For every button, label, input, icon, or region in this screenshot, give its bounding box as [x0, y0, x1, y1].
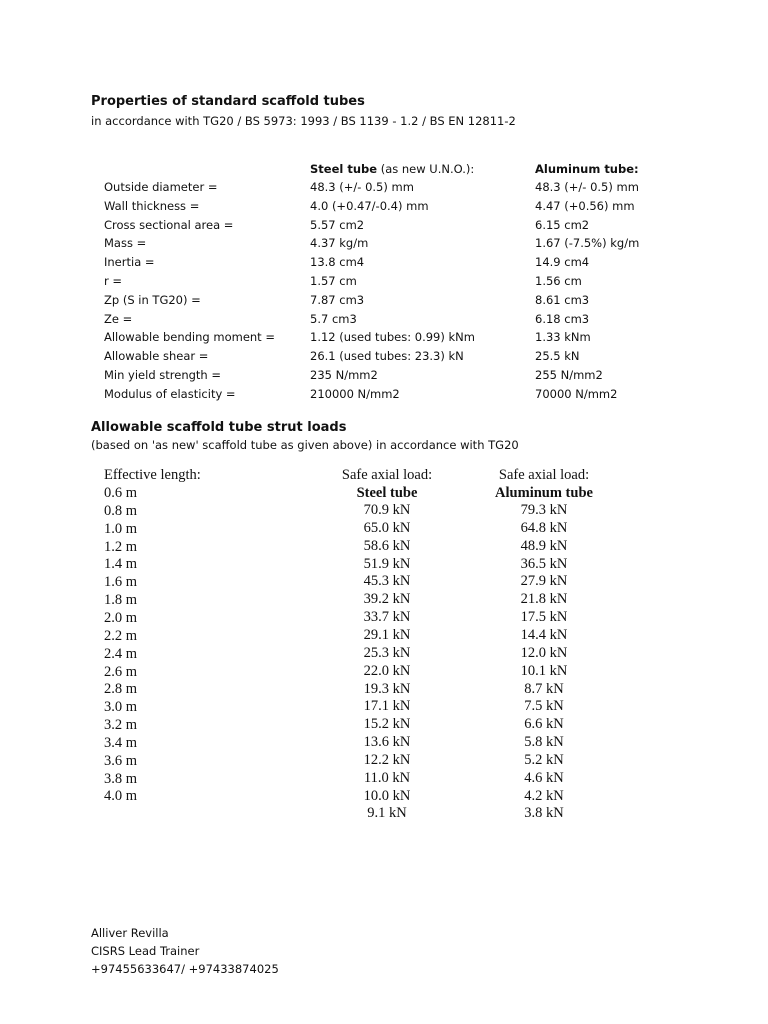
steel-value: 235 N/mm2	[310, 368, 378, 382]
aluminum-load-cell: 8.7 kN	[524, 680, 564, 697]
steel-load-cell: 13.6 kN	[363, 734, 411, 751]
property-label: Allowable shear =	[104, 349, 209, 364]
steel-tube-header-bold: Steel tube	[310, 162, 378, 176]
property-row	[0, 236, 768, 254]
steel-value: 7.87 cm3	[310, 292, 365, 307]
steel-value: 48.3 (+/- 0.5) mm	[310, 180, 414, 194]
steel-load-cell: 11.0 kN	[363, 769, 411, 786]
aluminum-load-cell: 79.3 kN	[520, 502, 568, 518]
steel-load-cell: 22.0 kN	[363, 662, 411, 679]
steel-load-cell: 19.3 kN	[363, 680, 411, 697]
aluminum-load-cell: 17.5 kN	[520, 609, 568, 626]
effective-length-cell: 2.2 m	[104, 627, 138, 644]
effective-length-cell: 0.8 m	[104, 502, 138, 519]
property-row	[0, 349, 768, 367]
aluminum-value: 1.67 (-7.5%) kg/m	[535, 236, 640, 251]
steel-load-cell: 70.9 kN	[363, 502, 411, 518]
steel-load-cell: 15.2 kN	[363, 716, 411, 733]
aluminum-load-header-line2: Aluminum tube	[495, 485, 593, 501]
aluminum-load-cell: 7.5 kN	[524, 698, 564, 715]
steel-load-cell: 65.0 kN	[363, 519, 411, 536]
steel-value: 1.57 cm	[310, 274, 357, 288]
page-title: Properties of standard scaffold tubes	[91, 94, 365, 109]
aluminum-load-cell: 10.1 kN	[520, 662, 568, 679]
property-label: r =	[104, 274, 123, 288]
property-row	[0, 387, 768, 405]
steel-tube-header-note: (as new U.N.O.):	[377, 162, 475, 176]
property-label: Ze =	[104, 311, 133, 326]
aluminum-value: 70000 N/mm2	[535, 386, 618, 401]
aluminum-load-cell: 5.8 kN	[524, 734, 564, 751]
steel-value: 4.0 (+0.47/-0.4) mm	[310, 198, 429, 213]
effective-length-cell: 2.0 m	[104, 609, 138, 626]
aluminum-load-cell: 48.9 kN	[520, 537, 568, 554]
steel-value: 4.37 kg/m	[310, 236, 369, 251]
aluminum-value: 1.33 kNm	[535, 330, 591, 345]
strut-loads-title: Allowable scaffold tube strut loads	[91, 420, 347, 435]
effective-length-cell: 1.4 m	[104, 556, 138, 573]
effective-length-cell: 3.2 m	[104, 717, 138, 734]
footer-role: CISRS Lead Trainer	[91, 944, 200, 958]
strut-loads-subtitle: (based on 'as new' scaffold tube as given above) in accordance with TG20	[91, 438, 519, 452]
footer-name: Alliver Revilla	[91, 926, 169, 940]
steel-load-cell: 17.1 kN	[363, 698, 411, 715]
property-row	[0, 293, 768, 311]
aluminum-load-cell: 12.0 kN	[520, 644, 568, 661]
effective-length-cell: 1.8 m	[104, 592, 138, 609]
property-row	[0, 255, 768, 273]
aluminum-value: 255 N/mm2	[535, 368, 603, 382]
aluminum-load-cell: 36.5 kN	[520, 555, 568, 572]
effective-length-cell: 3.6 m	[104, 752, 138, 769]
property-row	[0, 330, 768, 348]
aluminum-load-cell: 64.8 kN	[520, 519, 568, 536]
property-row	[0, 368, 768, 386]
steel-load-cell: 29.1 kN	[363, 626, 411, 643]
steel-load-cell: 51.9 kN	[363, 555, 411, 572]
property-label: Modulus of elasticity =	[104, 386, 236, 401]
property-row	[0, 199, 768, 217]
steel-value: 5.7 cm3	[310, 311, 357, 326]
property-label: Wall thickness =	[104, 198, 200, 213]
steel-load-cell: 45.3 kN	[363, 573, 411, 590]
effective-length-cell: 0.6 m	[104, 485, 138, 501]
aluminum-load-cell: 14.4 kN	[520, 626, 568, 643]
aluminum-load-cell: 6.6 kN	[524, 716, 564, 733]
steel-value: 26.1 (used tubes: 23.3) kN	[310, 349, 464, 364]
steel-load-cell: 25.3 kN	[363, 644, 411, 661]
aluminum-load-cell: 5.2 kN	[524, 751, 564, 768]
aluminum-value: 6.18 cm3	[535, 311, 590, 326]
aluminum-value: 48.3 (+/- 0.5) mm	[535, 180, 639, 194]
aluminum-load-cell: 4.6 kN	[524, 769, 564, 786]
steel-load-header-line1: Safe axial load:	[341, 467, 433, 483]
steel-load-cell: 33.7 kN	[363, 609, 411, 626]
steel-value: 5.57 cm2	[310, 217, 365, 232]
property-row	[0, 218, 768, 236]
steel-value: 13.8 cm4	[310, 255, 365, 270]
aluminum-load-cell: 27.9 kN	[520, 573, 568, 590]
aluminum-tube-header: Aluminum tube:	[535, 162, 639, 176]
footer-phone: +97455633647/ +97433874025	[91, 962, 279, 976]
steel-value: 1.12 (used tubes: 0.99) kNm	[310, 330, 475, 345]
property-label: Inertia =	[104, 255, 155, 270]
aluminum-value: 8.61 cm3	[535, 292, 590, 307]
steel-load-header-line2: Steel tube	[356, 485, 418, 501]
effective-length-cell: 1.0 m	[104, 520, 138, 537]
steel-tube-header	[310, 162, 474, 176]
effective-length-cell: 3.8 m	[104, 770, 138, 787]
effective-length-cell: 1.6 m	[104, 574, 138, 591]
steel-load-cell: 58.6 kN	[363, 537, 411, 554]
aluminum-load-cell: 21.8 kN	[520, 591, 568, 608]
property-label: Allowable bending moment =	[104, 330, 275, 345]
effective-length-cell: 2.8 m	[104, 681, 138, 698]
steel-load-cell: 9.1 kN	[367, 805, 407, 822]
property-label: Zp (S in TG20) =	[104, 292, 201, 307]
steel-load-cell: 39.2 kN	[363, 591, 411, 608]
aluminum-load-header-line1: Safe axial load:	[498, 467, 590, 483]
property-label: Mass =	[104, 236, 147, 251]
effective-length-cell: 1.2 m	[104, 538, 138, 555]
effective-length-cell: 2.6 m	[104, 663, 138, 680]
aluminum-value: 25.5 kN	[535, 349, 580, 364]
steel-load-cell: 12.2 kN	[363, 751, 411, 768]
aluminum-value: 6.15 cm2	[535, 217, 590, 232]
effective-length-header: Effective length:	[104, 467, 201, 483]
page-subtitle: in accordance with TG20 / BS 5973: 1993 / BS 1139 - 1.2 / BS EN 12811-2	[91, 114, 516, 128]
effective-length-cell: 2.4 m	[104, 645, 138, 662]
property-row	[0, 180, 768, 198]
steel-load-cell: 10.0 kN	[363, 787, 411, 804]
effective-length-cell: 4.0 m	[104, 788, 138, 805]
property-row	[0, 274, 768, 292]
effective-length-cell: 3.0 m	[104, 699, 138, 716]
aluminum-load-cell: 3.8 kN	[524, 805, 564, 822]
property-label: Cross sectional area =	[104, 217, 234, 232]
effective-length-cell: 3.4 m	[104, 734, 138, 751]
aluminum-value: 1.56 cm	[535, 274, 582, 288]
steel-value: 210000 N/mm2	[310, 386, 400, 401]
aluminum-load-cell: 4.2 kN	[524, 787, 564, 804]
property-row	[0, 312, 768, 330]
aluminum-value: 14.9 cm4	[535, 255, 590, 270]
property-label: Outside diameter =	[104, 180, 218, 194]
property-label: Min yield strength =	[104, 368, 222, 382]
aluminum-value: 4.47 (+0.56) mm	[535, 198, 635, 213]
